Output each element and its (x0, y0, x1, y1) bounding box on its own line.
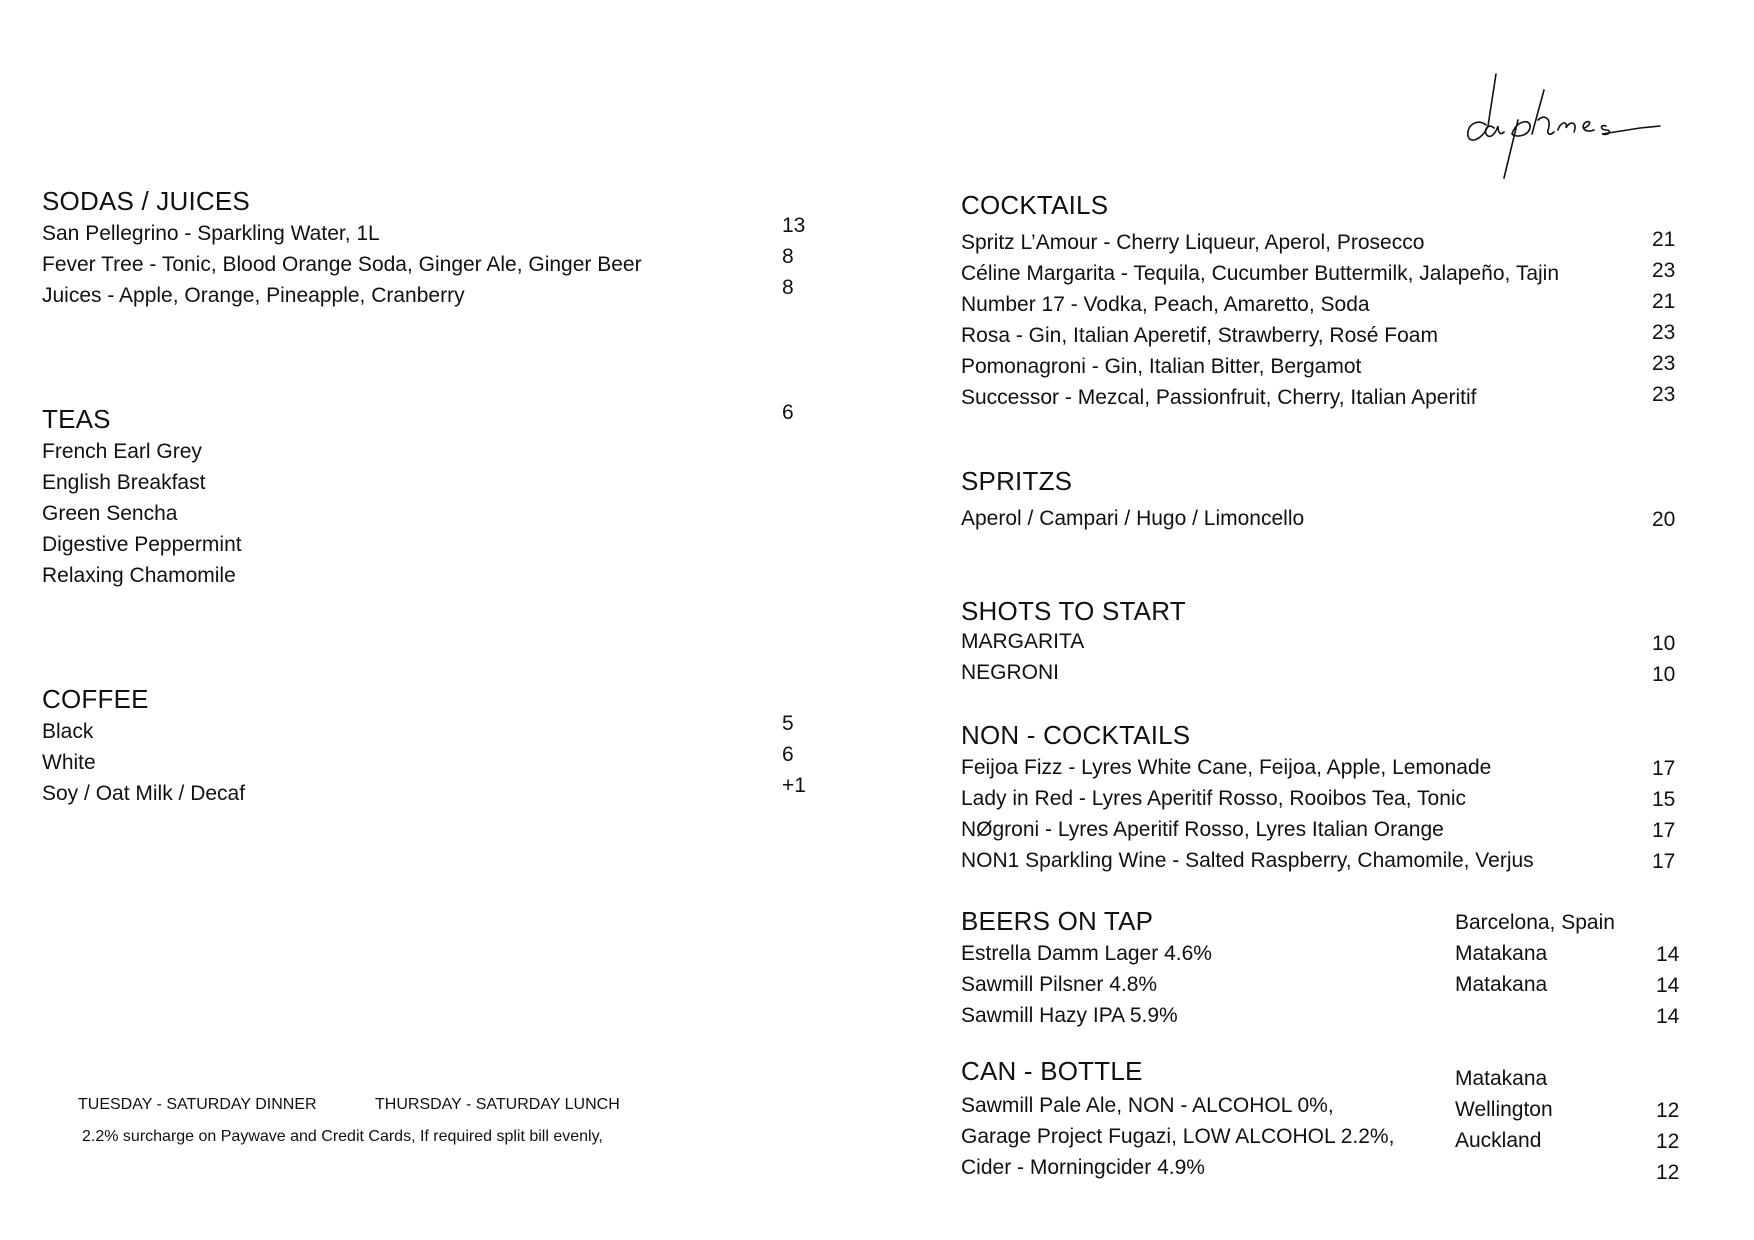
item-price: 21 (1652, 290, 1676, 313)
lunch-hours: THURSDAY - SATURDAY LUNCH (375, 1096, 620, 1113)
daphnes-signature-logo (1460, 70, 1700, 190)
menu-item: Lady in Red - Lyres Aperitif Rosso, Rooibos Tea, Tonic (961, 787, 1467, 810)
menu-item: NEGRONI (961, 661, 1060, 684)
item-price: 15 (1652, 788, 1676, 811)
menu-item: White (42, 751, 96, 774)
menu-item: Spritz L’Amour - Cherry Liqueur, Aperol, Prosecco (961, 231, 1425, 254)
can-origin: Auckland (1455, 1129, 1542, 1152)
item-price: 14 (1656, 1005, 1680, 1028)
menu-item: Aperol / Campari / Hugo / Limoncello (961, 507, 1305, 530)
beer-origin: Matakana (1455, 942, 1548, 965)
item-price: 14 (1656, 943, 1680, 966)
item-price: 10 (1652, 632, 1676, 655)
item-price: 21 (1652, 228, 1676, 251)
can-bottle-heading: CAN - BOTTLE (961, 1056, 1143, 1086)
item-price: 13 (782, 214, 806, 237)
item-price: 6 (782, 743, 794, 766)
menu-item: Successor - Mezcal, Passionfruit, Cherry, Italian Aperitif (961, 386, 1477, 409)
spritzs-heading: SPRITZS (961, 466, 1073, 496)
menu-item: Black (42, 720, 94, 743)
surcharge-note: 2.2% surcharge on Paywave and Credit Cards, If required split bill evenly, (82, 1128, 603, 1145)
can-item: Cider - Morningcider 4.9% (961, 1156, 1205, 1179)
item-price: 14 (1656, 974, 1680, 997)
item-price: 10 (1652, 663, 1676, 686)
item-price: 23 (1652, 383, 1676, 406)
beers-heading: BEERS ON TAP (961, 906, 1154, 936)
menu-item: Soy / Oat Milk / Decaf (42, 782, 246, 805)
beer-origin: Barcelona, Spain (1455, 911, 1615, 934)
can-origin: Matakana (1455, 1067, 1548, 1090)
tea-item: English Breakfast (42, 471, 206, 494)
tea-item: Digestive Peppermint (42, 533, 242, 556)
can-item: Sawmill Pale Ale, NON - ALCOHOL 0%, (961, 1094, 1334, 1117)
teas-price: 6 (782, 401, 794, 424)
item-price: 5 (782, 712, 794, 735)
non-cocktails-heading: NON - COCKTAILS (961, 720, 1191, 750)
menu-item: MARGARITA (961, 630, 1085, 653)
tea-item: Relaxing Chamomile (42, 564, 236, 587)
sodas-heading: SODAS / JUICES (42, 186, 250, 216)
beer-origin: Matakana (1455, 973, 1548, 996)
cocktails-heading: COCKTAILS (961, 190, 1109, 220)
tea-item: French Earl Grey (42, 440, 202, 463)
item-price: 17 (1652, 819, 1676, 842)
teas-heading: TEAS (42, 404, 111, 434)
tea-item: Green Sencha (42, 502, 178, 525)
shots-heading: SHOTS TO START (961, 596, 1186, 626)
beer-item: Sawmill Pilsner 4.8% (961, 973, 1158, 996)
item-price: 23 (1652, 321, 1676, 344)
menu-item: Rosa - Gin, Italian Aperetif, Strawberry, Rosé Foam (961, 324, 1438, 347)
menu-item: Céline Margarita - Tequila, Cucumber Buttermilk, Jalapeño, Tajin (961, 262, 1560, 285)
item-price: 23 (1652, 259, 1676, 282)
item-price: 12 (1656, 1161, 1680, 1184)
menu-item: Number 17 - Vodka, Peach, Amaretto, Soda (961, 293, 1370, 316)
menu-item: San Pellegrino - Sparkling Water, 1L (42, 222, 380, 245)
menu-item: NØgroni - Lyres Aperitif Rosso, Lyres Italian Orange (961, 818, 1444, 841)
dinner-hours: TUESDAY - SATURDAY DINNER (78, 1096, 317, 1113)
item-price: 8 (782, 245, 794, 268)
item-price: 20 (1652, 508, 1676, 531)
item-price: 8 (782, 276, 794, 299)
menu-item: Feijoa Fizz - Lyres White Cane, Feijoa, Apple, Lemonade (961, 756, 1492, 779)
item-price: 23 (1652, 352, 1676, 375)
menu-item: Juices - Apple, Orange, Pineapple, Cranberry (42, 284, 465, 307)
menu-item: Pomonagroni - Gin, Italian Bitter, Bergamot (961, 355, 1362, 378)
beer-item: Sawmill Hazy IPA 5.9% (961, 1004, 1178, 1027)
can-origin: Wellington (1455, 1098, 1553, 1121)
beer-item: Estrella Damm Lager 4.6% (961, 942, 1212, 965)
coffee-heading: COFFEE (42, 684, 149, 714)
item-price: 12 (1656, 1130, 1680, 1153)
item-price: 17 (1652, 850, 1676, 873)
item-price: 12 (1656, 1099, 1680, 1122)
item-price: 17 (1652, 757, 1676, 780)
item-price: +1 (782, 774, 806, 797)
menu-item: Fever Tree - Tonic, Blood Orange Soda, Ginger Ale, Ginger Beer (42, 253, 642, 276)
can-item: Garage Project Fugazi, LOW ALCOHOL 2.2%, (961, 1125, 1395, 1148)
menu-item: NON1 Sparkling Wine - Salted Raspberry, Chamomile, Verjus (961, 849, 1534, 872)
